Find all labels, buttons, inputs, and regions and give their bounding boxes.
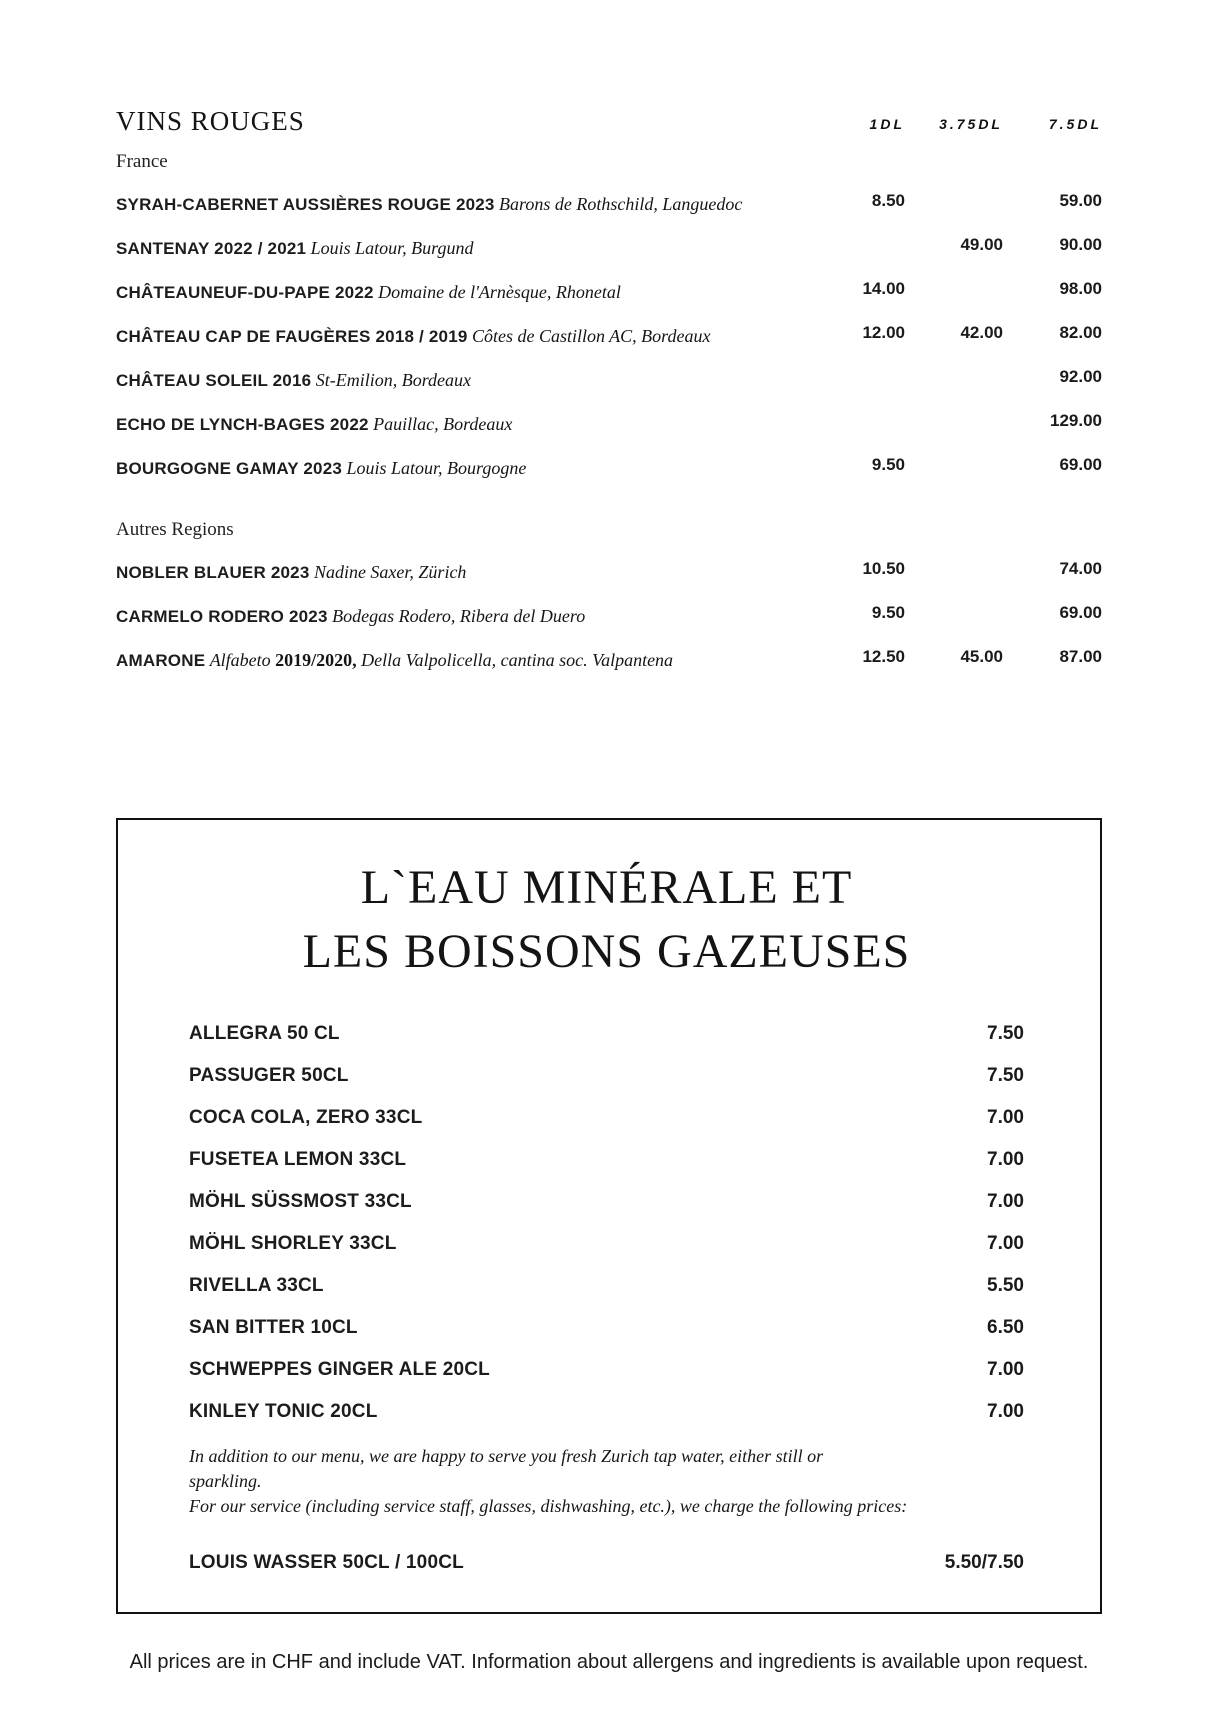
wine-price-75dl: 74.00: [1059, 559, 1102, 578]
column-header-375dl: 3.75DL: [939, 116, 1003, 132]
wine-detail: Barons de Rothschild, Languedoc: [499, 194, 743, 214]
page-title: VINS ROUGES: [116, 106, 305, 136]
drink-name: COCA COLA, ZERO 33CL: [189, 1107, 423, 1128]
drink-price: 7.00: [987, 1233, 1024, 1254]
drink-name: LOUIS WASSER 50CL / 100CL: [189, 1552, 464, 1573]
wine-row: [116, 455, 1102, 480]
drink-name: FUSETEA LEMON 33CL: [189, 1149, 407, 1170]
wine-name: BOURGOGNE GAMAY 2023: [116, 459, 343, 478]
drink-row: [189, 1024, 1024, 1044]
drink-row: [189, 1066, 1024, 1086]
column-header-75dl: 7.5DL: [1048, 116, 1102, 132]
wine-detail: Domaine de l'Arnèsque, Rhonetal: [378, 282, 621, 302]
wine-price-1dl: 12.00: [862, 323, 905, 342]
drink-price: 7.00: [987, 1191, 1024, 1212]
drink-row: [189, 1276, 1024, 1296]
wine-price-375dl: 49.00: [960, 235, 1003, 254]
wine-price-75dl: 69.00: [1059, 603, 1102, 622]
column-header-1dl: 1DL: [869, 116, 905, 132]
wine-row: [116, 191, 1102, 216]
tap-water-note-line1: In addition to our menu, we are happy to serve you fresh Zurich tap water, either still or: [189, 1446, 824, 1466]
wine-name: CARMELO RODERO 2023: [116, 607, 328, 626]
wine-row: [116, 323, 1102, 348]
wine-price-1dl: 14.00: [862, 279, 905, 298]
wine-price-375dl: 42.00: [960, 323, 1003, 342]
wine-table-header: [116, 104, 1102, 138]
drink-row: [189, 1108, 1024, 1128]
wine-price-75dl: 59.00: [1059, 191, 1102, 210]
drink-price: 5.50/7.50: [944, 1552, 1024, 1573]
region-label-france: France: [116, 151, 168, 172]
drink-row: [189, 1318, 1024, 1338]
wine-detail: Pauillac, Bordeaux: [373, 414, 513, 434]
wine-name: SYRAH-CABERNET AUSSIÈRES ROUGE 2023: [116, 195, 495, 214]
wine-name: SANTENAY 2022 / 2021: [116, 239, 307, 258]
drink-price: 7.00: [987, 1401, 1024, 1422]
wine-detail: Louis Latour, Burgund: [310, 238, 474, 258]
drink-name: KINLEY TONIC 20CL: [189, 1401, 378, 1422]
wine-detail: Côtes de Castillon AC, Bordeaux: [471, 326, 711, 346]
vat-allergen-footer: All prices are in CHF and include VAT. Information about allergens and ingredients is available upon request.: [129, 1651, 1089, 1673]
drink-price: 7.00: [987, 1359, 1024, 1380]
drink-name: SAN BITTER 10CL: [189, 1317, 358, 1338]
wine-price-75dl: 87.00: [1059, 647, 1102, 666]
wine-name: CHÂTEAU CAP DE FAUGÈRES 2018 / 2019: [116, 327, 468, 346]
drinks-box-title-line2: LES BOISSONS GAZEUSES: [302, 925, 911, 978]
wine-price-75dl: 90.00: [1059, 235, 1102, 254]
wine-name: CHÂTEAUNEUF-DU-PAPE 2022: [116, 283, 374, 302]
drinks-list: [189, 1024, 1024, 1422]
drink-price: 7.50: [987, 1065, 1024, 1086]
wine-price-1dl: 12.50: [862, 647, 905, 666]
wine-row: [116, 235, 1102, 260]
wine-detail: Della Valpolicella, cantina soc. Valpantena: [361, 650, 674, 670]
drink-name: SCHWEPPES GINGER ALE 20CL: [189, 1359, 490, 1380]
wine-name: AMARONE: [116, 651, 206, 670]
wine-price-75dl: 92.00: [1059, 367, 1102, 386]
drink-row: [189, 1402, 1024, 1422]
wine-price-1dl: 9.50: [871, 603, 905, 622]
wine-row: [116, 603, 1102, 628]
wine-name: ECHO DE LYNCH-BAGES 2022: [116, 415, 369, 434]
region-label-autres-regions: Autres Regions: [116, 519, 234, 540]
wine-price-75dl: 129.00: [1050, 411, 1102, 430]
drink-price: 7.50: [987, 1023, 1024, 1044]
drink-price: 7.00: [987, 1107, 1024, 1128]
wine-price-75dl: 69.00: [1059, 455, 1102, 474]
drinks-box-title-line1: L`EAU MINÉRALE ET: [360, 861, 853, 914]
wine-price-1dl: 8.50: [871, 191, 905, 210]
tap-water-row: [189, 1553, 1024, 1573]
wine-price-75dl: 98.00: [1059, 279, 1102, 298]
drink-name: MÖHL SÜSSMOST 33CL: [189, 1191, 412, 1212]
drink-price: 5.50: [987, 1275, 1024, 1296]
wine-row: [116, 647, 1102, 672]
wine-detail: Louis Latour, Bourgogne: [346, 458, 527, 478]
mineral-water-soft-drinks-box: [116, 818, 1102, 1614]
wine-price-375dl: 45.00: [960, 647, 1003, 666]
tap-water-note-line2: sparkling.: [189, 1471, 262, 1491]
wine-detail: Bodegas Rodero, Ribera del Duero: [332, 606, 586, 626]
drink-price: 6.50: [987, 1317, 1024, 1338]
wine-price-1dl: 9.50: [871, 455, 905, 474]
drink-row: [189, 1192, 1024, 1212]
wine-detail-producer: Alfabeto: [209, 650, 271, 670]
drink-row: [189, 1150, 1024, 1170]
wine-row: [116, 559, 1102, 584]
drink-name: MÖHL SHORLEY 33CL: [189, 1233, 397, 1254]
wine-name: CHÂTEAU SOLEIL 2016: [116, 371, 312, 390]
tap-water-note: [189, 1444, 1024, 1519]
tap-water-note-line3: For our service (including service staff, glasses, dishwashing, etc.), we charge the following prices:: [189, 1496, 908, 1516]
drink-name: ALLEGRA 50 CL: [189, 1023, 340, 1044]
wine-vintage: 2019/2020,: [275, 650, 357, 670]
wine-detail: St-Emilion, Bordeaux: [315, 370, 472, 390]
wine-price-1dl: 10.50: [862, 559, 905, 578]
drink-name: RIVELLA 33CL: [189, 1275, 324, 1296]
wine-row: [116, 279, 1102, 304]
drink-row: [189, 1360, 1024, 1380]
drink-row: [189, 1234, 1024, 1254]
wine-detail: Nadine Saxer, Zürich: [313, 562, 467, 582]
wine-price-75dl: 82.00: [1059, 323, 1102, 342]
wine-row: [116, 367, 1102, 392]
drink-price: 7.00: [987, 1149, 1024, 1170]
drink-name: PASSUGER 50CL: [189, 1065, 349, 1086]
wine-row: [116, 411, 1102, 436]
wine-name: NOBLER BLAUER 2023: [116, 563, 310, 582]
drinks-box-title: [149, 856, 1064, 984]
